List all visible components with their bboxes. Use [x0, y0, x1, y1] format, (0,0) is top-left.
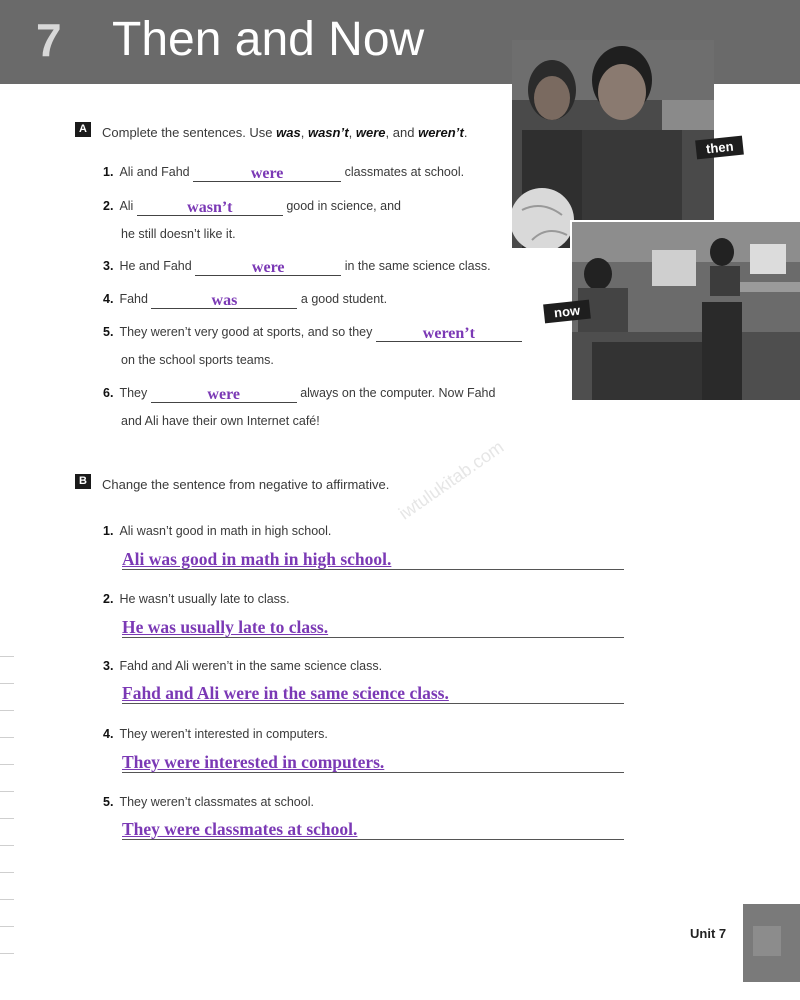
word-was: was: [276, 125, 301, 140]
exercise-a-item-1: [103, 165, 464, 182]
now-photo: [570, 220, 800, 400]
answer-line[interactable]: They were classmates at school.: [122, 819, 624, 840]
watermark: iwtulukitab.com: [395, 436, 508, 524]
answer-line[interactable]: He was usually late to class.: [122, 617, 624, 638]
item-text-after: good in science, and: [286, 199, 401, 213]
exercise-b-item-5: [103, 795, 314, 809]
item-prompt: He wasn’t usually late to class.: [119, 592, 290, 606]
item-number: 2.: [103, 592, 114, 606]
answer-line[interactable]: They were interested in computers.: [122, 752, 624, 773]
now-label: now: [543, 300, 591, 324]
answer-blank[interactable]: were: [195, 261, 341, 276]
item-prompt: They weren’t interested in computers.: [119, 727, 328, 741]
item-number: 2.: [103, 199, 114, 213]
exercise-a-item-2: [103, 199, 401, 216]
item-text-before: Fahd: [119, 292, 148, 306]
item-prompt: Fahd and Ali weren’t in the same science class.: [119, 659, 383, 673]
exercise-a-item-6: [103, 386, 495, 403]
answer-blank[interactable]: were: [151, 388, 297, 403]
answer-blank[interactable]: wasn’t: [137, 201, 283, 216]
item-number: 4.: [103, 727, 114, 741]
word-wasnt: wasn’t: [307, 125, 349, 140]
word-werent: weren’t: [418, 125, 464, 140]
unit-number: 7: [36, 14, 62, 66]
item-number: 5.: [103, 795, 114, 809]
exercise-a-item-5-continued: on the school sports teams.: [121, 353, 274, 367]
section-b-instruction: Change the sentence from negative to affirmative.: [102, 477, 390, 492]
section-b-badge: B: [75, 474, 91, 489]
answer-blank[interactable]: were: [193, 167, 341, 182]
answer-blank[interactable]: was: [151, 294, 297, 309]
footer-unit-label: Unit 7: [690, 926, 727, 941]
item-text-after: classmates at school.: [344, 165, 465, 179]
answer-line[interactable]: Ali was good in math in high school.: [122, 549, 624, 570]
margin-tick-marks: [0, 656, 14, 980]
item-number: 1.: [103, 524, 114, 538]
item-text-before: They: [119, 386, 148, 400]
exercise-a-item-2-continued: he still doesn’t like it.: [121, 227, 236, 241]
exercise-a-item-6-continued: and Ali have their own Internet café!: [121, 414, 320, 428]
exercise-a-item-4: [103, 292, 387, 309]
item-text-before: He and Fahd: [119, 259, 192, 273]
item-text-after: always on the computer. Now Fahd: [300, 386, 496, 400]
exercise-b-item-1: [103, 524, 331, 538]
item-number: 6.: [103, 386, 114, 400]
item-prompt: They weren’t classmates at school.: [119, 795, 314, 809]
exercise-a-item-3: [103, 259, 491, 276]
section-a-instruction: Complete the sentences. Use was, wasn’t, were, and weren’t.: [102, 125, 468, 140]
item-text-after: a good student.: [300, 292, 388, 306]
item-number: 3.: [103, 659, 114, 673]
item-text-after: in the same science class.: [344, 259, 491, 273]
exercise-a-item-5: [103, 325, 522, 342]
section-a-badge: A: [75, 122, 91, 137]
page-title: Then and Now: [112, 13, 425, 66]
instruction-prefix: Complete the sentences. Use: [102, 125, 277, 140]
item-number: 5.: [103, 325, 114, 339]
item-text-before: They weren’t very good at sports, and so they: [119, 325, 373, 339]
footer-tab: [743, 904, 800, 982]
item-number: 4.: [103, 292, 114, 306]
item-text-before: Ali: [119, 199, 134, 213]
answer-blank[interactable]: weren’t: [376, 327, 522, 342]
item-number: 3.: [103, 259, 114, 273]
word-were: were: [355, 125, 386, 140]
exercise-b-item-4: [103, 727, 328, 741]
answer-line[interactable]: Fahd and Ali were in the same science class.: [122, 683, 624, 704]
item-number: 1.: [103, 165, 114, 179]
item-text-before: Ali and Fahd: [119, 165, 190, 179]
exercise-b-item-3: [103, 659, 382, 673]
then-label: then: [695, 136, 744, 160]
exercise-b-item-2: [103, 592, 290, 606]
item-prompt: Ali wasn’t good in math in high school.: [119, 524, 332, 538]
then-photo: [512, 40, 714, 248]
